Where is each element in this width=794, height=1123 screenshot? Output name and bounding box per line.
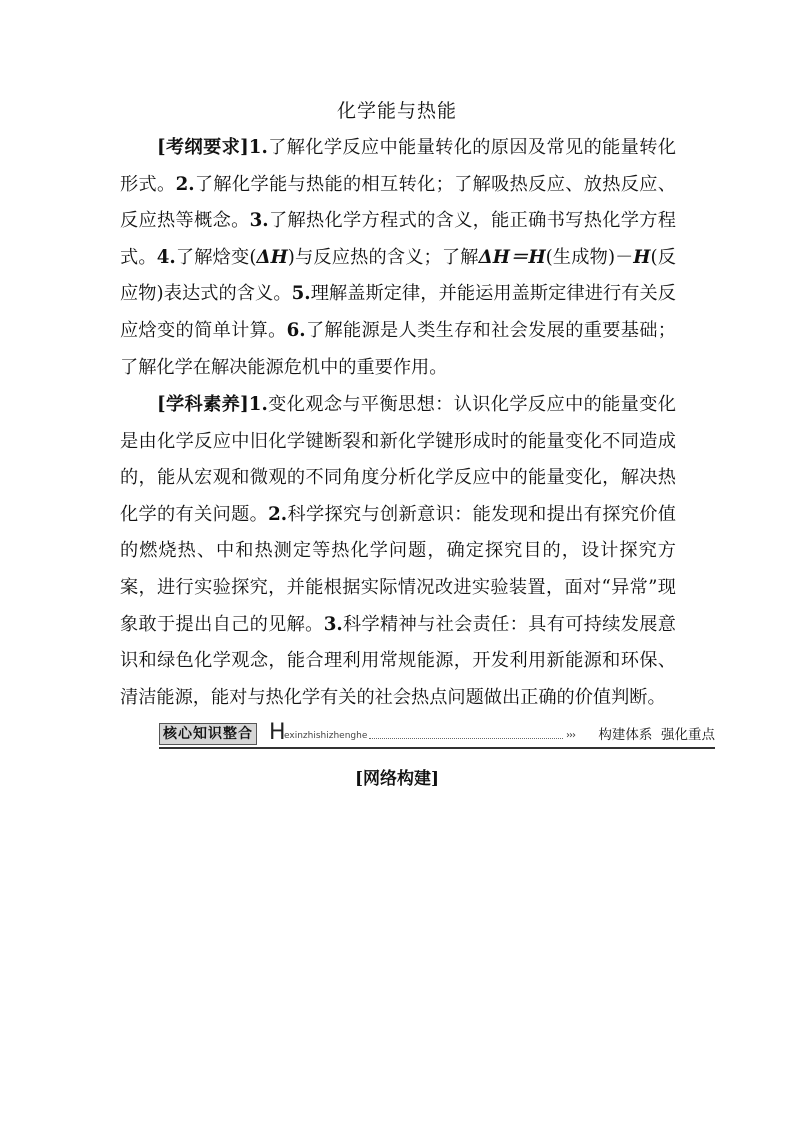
item-number: 4. <box>156 246 176 268</box>
section-banner-subtitle: 构建体系 强化重点 <box>598 727 715 743</box>
enthalpy-formula: ΔH＝H <box>478 246 546 268</box>
item-number: 5. <box>291 283 311 305</box>
item-number: 1. <box>248 394 268 415</box>
subject-literacy-paragraph <box>120 387 676 716</box>
page-title: 化学能与热能 <box>336 100 457 122</box>
subject-literacy-tag: [学科素养] <box>157 394 249 415</box>
requirement-text: 了解热化学方程式的含义，能正确书写热化学方程式。 <box>120 210 676 268</box>
exam-requirements-tag: [考纲要求] <box>157 137 249 158</box>
requirement-text: 了解焓变( <box>175 246 257 268</box>
section-banner-initial: H <box>269 720 286 745</box>
requirement-text: 理解盖斯定律，并能运用盖斯定律进行有关反应焓变的简单计算。 <box>120 283 676 341</box>
item-number: 1. <box>248 137 268 158</box>
requirement-text: 了解化学能与热能的相互转化；了解吸热反应、放热反应、反应热等概念。 <box>120 173 676 232</box>
dotted-divider <box>369 738 563 739</box>
literacy-text: 科学精神与社会责任：具有可持续发展意识和绿色化学观念，能合理利用常规能源，开发利用新能源和环保、清洁能源，能对与热化学有关的社会热点问题做出正确的价值判断。 <box>120 613 676 708</box>
chevrons-right-icon: ››› <box>566 730 575 741</box>
enthalpy-symbol: ΔH <box>256 246 288 268</box>
requirement-text: (反应物)表达式的含义。 <box>120 246 676 305</box>
requirement-text: )与反应热的含义；了解 <box>287 246 479 268</box>
item-number: 6. <box>286 319 306 341</box>
section-banner-tag: 核心知识整合 <box>159 723 257 745</box>
requirement-text: 了解能源是人类生存和社会发展的重要基础；了解化学在解决能源危机中的重要作用。 <box>120 319 676 378</box>
network-construction-heading: [网络构建] <box>354 769 440 789</box>
item-number: 2. <box>268 503 288 525</box>
item-number: 2. <box>175 173 195 195</box>
literacy-text: 科学探究与创新意识：能发现和提出有探究价值的燃烧热、中和热测定等热化学问题，确定探究目的，设计探究方案，进行实验探究，并能根据实际情况改进实验装置，面对“异常”现象敢于提出自己的见解。 <box>120 503 676 635</box>
exam-requirements-paragraph <box>120 130 676 386</box>
enthalpy-symbol: H <box>633 246 651 268</box>
literacy-text: 变化观念与平衡思想：认识化学反应中的能量变化是由化学反应中旧化学键断裂和新化学键形成时的能量变化不同造成的，能从宏观和微观的不同角度分析化学反应中的能量变化，解决热化学的有关问题。 <box>120 394 676 525</box>
requirement-text: (生成物)－ <box>545 246 634 268</box>
section-banner-pinyin: exinzhishizhenghe <box>284 731 368 741</box>
item-number: 3. <box>323 613 343 635</box>
section-banner <box>159 721 715 749</box>
item-number: 3. <box>249 210 269 232</box>
requirement-text: 了解化学反应中能量转化的原因及常见的能量转化形式。 <box>120 137 676 195</box>
